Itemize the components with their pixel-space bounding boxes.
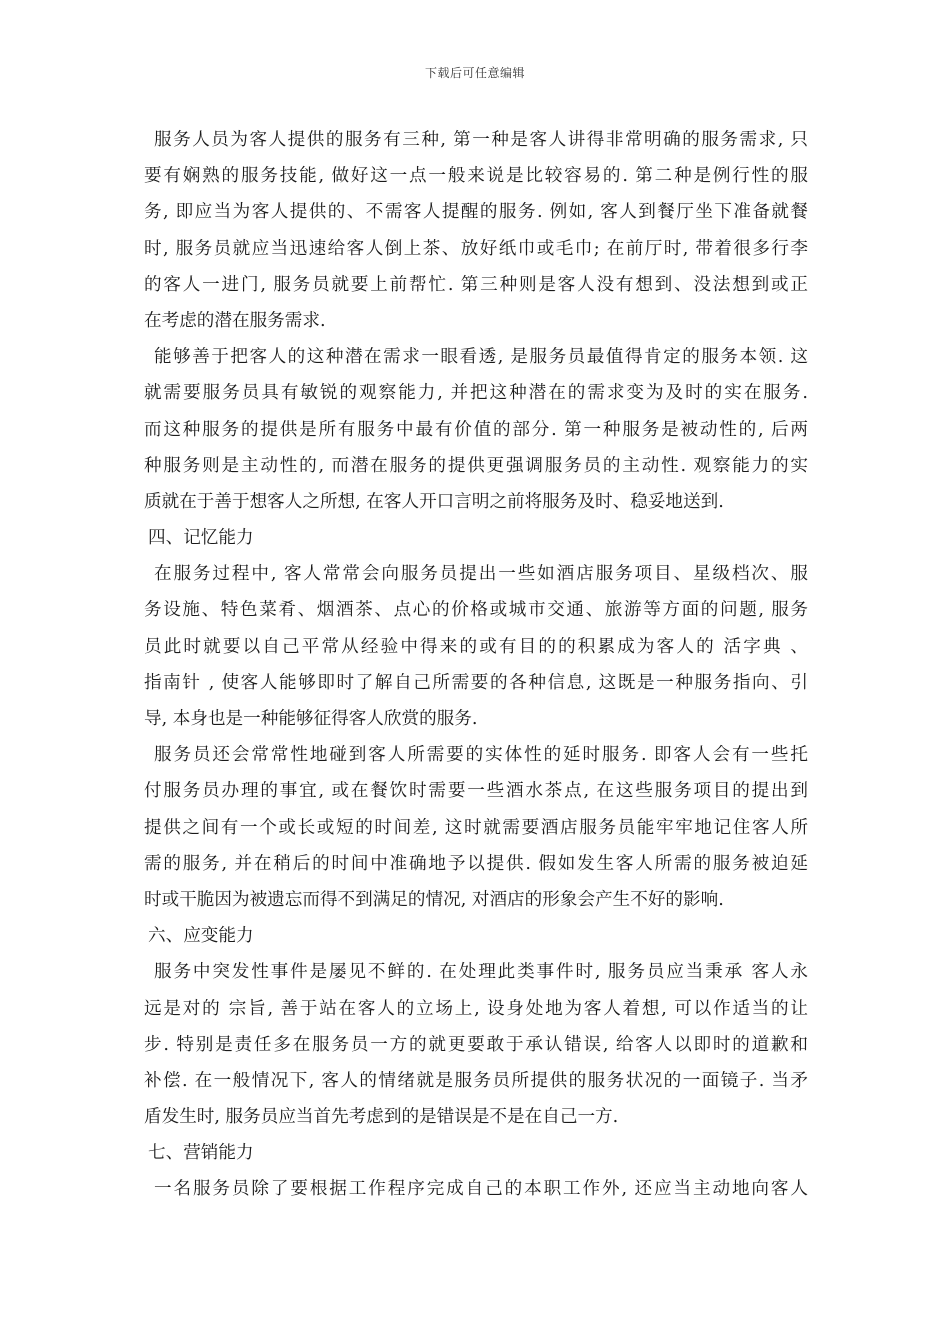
paragraph-line: 补偿. 在一般情况下, 客人的情绪就是服务员所提供的服务状况的一面镜子. 当矛 (144, 1070, 808, 1091)
paragraph-line: 务, 即应当为客人提供的、不需客人提醒的服务. 例如, 客人到餐厅坐下准备就餐 (144, 202, 808, 223)
paragraph-line: 在服务过程中, 客人常常会向服务员提出一些如酒店服务项目、星级档次、服 (154, 564, 808, 585)
paragraph-line: 远是对的 宗旨, 善于站在客人的立场上, 设身处地为客人着想, 可以作适当的让 (144, 998, 808, 1019)
paragraph-line: 时, 服务员就应当迅速给客人倒上茶、放好纸巾或毛巾; 在前厅时, 带着很多行李 (144, 238, 808, 259)
paragraph-line: 提供之间有一个或长或短的时间差, 这时就需要酒店服务员能牢牢地记住客人所 (144, 817, 808, 838)
paragraph-line: 服务员还会常常性地碰到客人所需要的实体性的延时服务. 即客人会有一些托 (154, 745, 808, 766)
paragraph-line: 务设施、特色菜肴、烟酒茶、点心的价格或城市交通、旅游等方面的问题, 服务 (144, 600, 808, 621)
paragraph-line: 质就在于善于想客人之所想, 在客人开口言明之前将服务及时、稳妥地送到. (144, 491, 724, 512)
paragraph-line: 付服务员办理的事宜, 或在餐饮时需要一些酒水茶点, 在这些服务项目的提出到 (144, 781, 808, 802)
paragraph-line: 指南针 , 使客人能够即时了解自己所需要的各种信息, 这既是一种服务指向、引 (144, 672, 808, 693)
paragraph-line: 在考虑的潜在服务需求. (144, 310, 326, 331)
paragraph-line: 的客人一进门, 服务员就要上前帮忙. 第三种则是客人没有想到、没法想到或正 (144, 274, 808, 295)
paragraph-line: 一名服务员除了要根据工作程序完成自己的本职工作外, 还应当主动地向客人 (154, 1179, 808, 1200)
paragraph-line: 时或干脆因为被遗忘而得不到满足的情况, 对酒店的形象会产生不好的影响. (144, 889, 724, 910)
section-heading: 七、营销能力 (148, 1143, 254, 1164)
paragraph-line: 导, 本身也是一种能够征得客人欣赏的服务. (144, 709, 478, 729)
section-heading: 四、记忆能力 (148, 528, 254, 549)
paragraph-line: 服务人员为客人提供的服务有三种, 第一种是客人讲得非常明确的服务需求, 只 (154, 130, 808, 150)
paragraph-line: 而这种服务的提供是所有服务中最有价值的部分. 第一种服务是被动性的, 后两 (144, 419, 808, 440)
section-heading: 六、应变能力 (148, 926, 254, 947)
paragraph-line: 步. 特别是责任多在服务员一方的就更要敢于承认错误, 给客人以即时的道歉和 (144, 1034, 808, 1055)
paragraph-line: 盾发生时, 服务员应当首先考虑到的是错误是不是在自己一方. (144, 1107, 619, 1128)
paragraph-line: 就需要服务员具有敏锐的观察能力, 并把这种潜在的需求变为及时的实在服务. (144, 383, 808, 404)
paragraph-line: 要有娴熟的服务技能, 做好这一点一般来说是比较容易的. 第二种是例行性的服 (144, 166, 808, 187)
paragraph-line: 种服务则是主动性的, 而潜在服务的提供更强调服务员的主动性. 观察能力的实 (144, 455, 808, 476)
document-body (144, 122, 808, 1208)
paragraph-line: 能够善于把客人的这种潜在需求一眼看透, 是服务员最值得肯定的服务本领. 这 (154, 347, 808, 368)
paragraph-line: 服务中突发性事件是屡见不鲜的. 在处理此类事件时, 服务员应当秉承 客人永 (154, 962, 808, 983)
page-header: 下载后可任意编辑 (424, 66, 525, 80)
paragraph-line: 需的服务, 并在稍后的时间中准确地予以提供. 假如发生客人所需的服务被迫延 (144, 853, 808, 874)
paragraph-line: 员此时就要以自己平常从经验中得来的或有目的的积累成为客人的 活字典 、 (144, 636, 808, 657)
